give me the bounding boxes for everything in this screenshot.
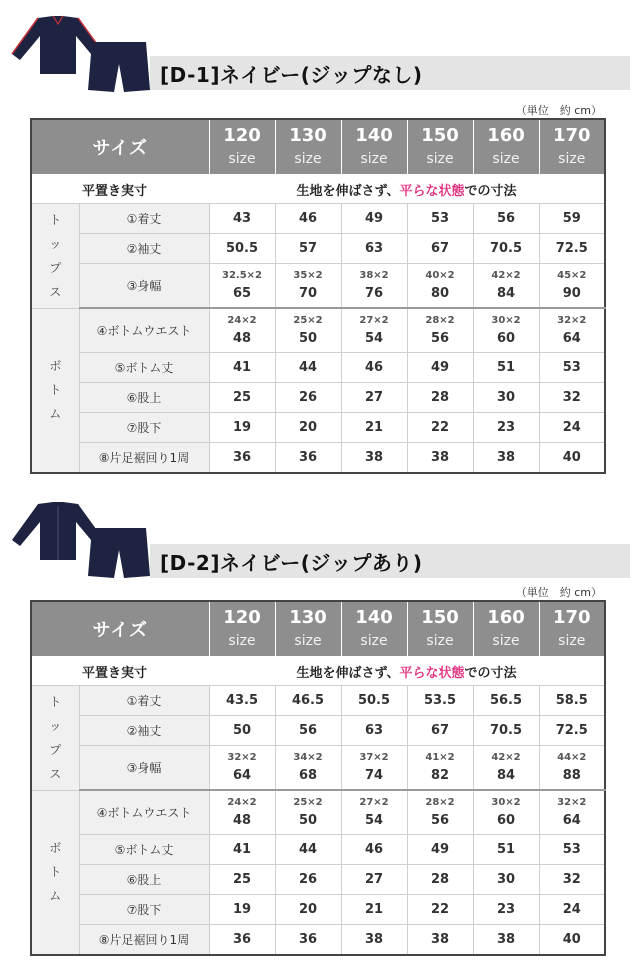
row-label: ⑤ボトム丈 (79, 835, 209, 865)
size-col: 150 size (407, 119, 473, 175)
group-bottoms: ボ ト ム (31, 790, 79, 955)
section-banner (0, 486, 640, 586)
rashguard-shorts-image (86, 40, 152, 94)
row-label: ③身幅 (79, 746, 209, 791)
size-col: 160 size (473, 601, 539, 657)
row-label: ⑧片足裾回り1周 (79, 443, 209, 474)
row-label: ④ボトムウエスト (79, 790, 209, 835)
measure-note-left: 平置き実寸 (31, 175, 209, 204)
group-tops: ト ッ プ ス (31, 204, 79, 309)
size-col: 150 size (407, 601, 473, 657)
row-label: ②袖丈 (79, 716, 209, 746)
row-label: ①着丈 (79, 204, 209, 234)
size-col: 170 size (539, 119, 605, 175)
section-title: [D-2]ネイビー(ジップあり) (160, 551, 423, 575)
section-title-bar (150, 56, 630, 90)
size-table: サイズ 120 size 130 size 140 size 150 size 160 size 170 size 平置き実寸 生地を伸ばさず、平らな状態での寸法 ト ッ プ ス ①着丈 43.5 46.5 50.5 53.5 56.5 58.5 ②袖丈 50 56 63 67 70.5 72.5 ③身幅 32×2 64 34×2 68 37×2 74 41×2 82 42×2 84 44×2 88 ボ ト ム ④ボトムウエスト 24×2 48 25×2 50 27×2 54 28×2 56 30×2 60 32×2 64 ⑤ボトム丈 41 44 46 49 51 53 ⑥股上 25 26 27 28 30 32 ⑦股下 19 20 21 22 23 24 ⑧片足裾回り1周 36 36 38 38 38 40 (30, 600, 606, 956)
section-title: [D-1]ネイビー(ジップなし) (160, 63, 423, 87)
section-title-bar (150, 544, 630, 578)
row-label: ⑤ボトム丈 (79, 353, 209, 383)
unit-note: （単位 約 cm） (515, 586, 602, 599)
measure-note: 生地を伸ばさず、平らな状態での寸法 (209, 175, 605, 204)
section-banner (0, 0, 640, 100)
size-table: サイズ 120 size 130 size 140 size 150 size 160 size 170 size 平置き実寸 生地を伸ばさず、平らな状態での寸法 ト ッ プ ス ①着丈 43 46 49 53 56 59 ②袖丈 50.5 57 63 67 70.5 72.5 ③身幅 32.5×2 65 35×2 70 38×2 76 40×2 80 42×2 84 45×2 90 ボ ト ム ④ボトムウエスト 24×2 48 25×2 50 27×2 54 28×2 56 30×2 60 32×2 64 ⑤ボトム丈 41 44 46 49 51 53 ⑥股上 25 26 27 28 30 32 ⑦股下 19 20 21 22 23 24 ⑧片足裾回り1周 36 36 38 38 38 40 (30, 118, 606, 474)
size-col: 140 size (341, 601, 407, 657)
row-label: ③身幅 (79, 264, 209, 309)
row-label: ⑧片足裾回り1周 (79, 925, 209, 956)
rashguard-shorts-image (86, 526, 152, 580)
row-label: ⑥股上 (79, 383, 209, 413)
row-label: ④ボトムウエスト (79, 308, 209, 353)
group-tops: ト ッ プ ス (31, 686, 79, 791)
group-bottoms: ボ ト ム (31, 308, 79, 473)
measure-note-left: 平置き実寸 (31, 657, 209, 686)
size-col: 120 size (209, 601, 275, 657)
size-col: 140 size (341, 119, 407, 175)
row-label: ⑥股上 (79, 865, 209, 895)
row-label: ②袖丈 (79, 234, 209, 264)
row-label: ⑦股下 (79, 895, 209, 925)
measure-note: 生地を伸ばさず、平らな状態での寸法 (209, 657, 605, 686)
row-label: ⑦股下 (79, 413, 209, 443)
unit-note: （単位 約 cm） (515, 104, 602, 117)
size-header: サイズ (31, 601, 209, 657)
size-col: 120 size (209, 119, 275, 175)
size-col: 160 size (473, 119, 539, 175)
size-header: サイズ (31, 119, 209, 175)
row-label: ①着丈 (79, 686, 209, 716)
size-col: 130 size (275, 119, 341, 175)
size-col: 130 size (275, 601, 341, 657)
size-col: 170 size (539, 601, 605, 657)
